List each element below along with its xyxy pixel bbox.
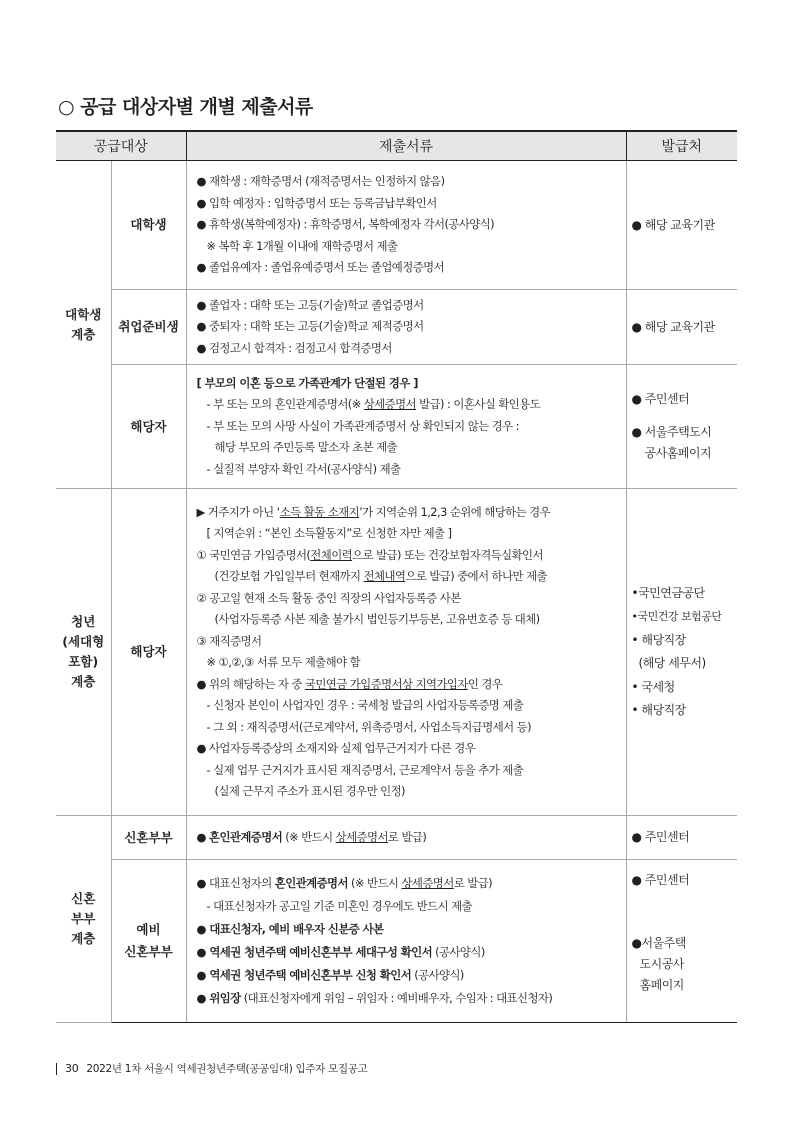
issuer-student: ● 해당 교육기관 [626,161,737,290]
table-row-univ-applicable [56,365,737,489]
table-row-newlywed-couple [56,816,737,860]
header-issuer: 발급처 [626,131,737,161]
docs-applicable: [ 부모의 이혼 등으로 가족관계가 단절된 경우 ] - 부 또는 모의 혼인관계증명서(※ 상세증명서 발급) : 이혼사실 확인용도 - 부 또는 모의 사망 사실이 가족관계증명서 상 확인되지 않는 경우 : 해당 부모의 주민등록 말소자 초본 제출 - 실질적 부양자 확인 각서(공사양식) 제출 [186,365,626,489]
group-univ: 대학생 계층 [56,161,111,489]
group-youth: 청년 (세대형 포함) 계층 [56,489,111,816]
subgroup-couple: 신혼부부 [111,816,186,860]
issuer-jobseeker: ● 해당 교육기관 [626,290,737,365]
header-target: 공급대상 [56,131,186,161]
issuer-applicable: ● 주민센터 ● 서울주택도시 공사홈페이지 [626,365,737,489]
subgroup-jobseeker: 취업준비생 [111,290,186,365]
footer-text: 2022년 1차 서울시 역세권청년주택(공공임대) 입주자 모집공고 [86,1063,368,1075]
table-row-youth [56,489,737,816]
issuer-youth: •국민연금공단 •국민건강 보험공단 • 해당직장 (해당 세무서) • 국세청 • 해당직장 [626,489,737,816]
subgroup-student: 대학생 [111,161,186,290]
section-title: ○ 공급 대상자별 개별 제출서류 [58,96,313,118]
table-row-univ-student [56,161,737,290]
group-newlywed: 신혼 부부 계층 [56,816,111,1023]
subgroup-youth-applicable: 해당자 [111,489,186,816]
docs-prospective: ● 대표신청자의 혼인관계증명서 (※ 반드시 상세증명서로 발급) - 대표신청자가 공고일 기준 미혼인 경우에도 반드시 제출 ● 대표신청자, 예비 배우자 신분증 사본 ● 역세권 청년주택 예비신혼부부 세대구성 확인서 (공사양식) ● 역세권 청년주택 예비신혼부부 신청 확인서 (공사양식) ● 위임장 (대표신청자에게 위임 – 위임자 : 예비배우자, 수임자 : 대표신청자) [186,860,626,1023]
docs-couple: ● 혼인관계증명서 (※ 반드시 상세증명서로 발급) [186,816,626,860]
documents-table [56,130,737,1023]
table-header-row [56,131,737,161]
footer-divider [56,1063,57,1075]
issuer-prospective: ● 주민센터 ●서울주택 도시공사 홈페이지 [626,860,737,1023]
table-row-newlywed-prospective [56,860,737,1023]
page-footer [56,1061,367,1076]
page-number: 30 [65,1062,79,1075]
header-documents: 제출서류 [186,131,626,161]
subgroup-prospective: 예비 신혼부부 [111,860,186,1023]
subgroup-applicable: 해당자 [111,365,186,489]
docs-jobseeker: ● 졸업자 : 대학 또는 고등(기술)학교 졸업증명서 ● 중퇴자 : 대학 또는 고등(기술)학교 제적증명서 ● 검정고시 합격자 : 검정고시 합격증명서 [186,290,626,365]
docs-youth: ▶ 거주지가 아닌 ‘소득 활동 소재지’가 지역순위 1,2,3 순위에 해당하는 경우 [ 지역순위 : “본인 소득활동지”로 신청한 자만 제출 ] ① 국민연금 가입증명서(전체이력으로 발급) 또는 건강보험자격득실확인서 (건강보험 가입일부터 현재까지 전체내역으로 발급) 중에서 하나만 제출 ② 공고일 현재 소득 활동 중인 직장의 사업자등록증 사본 (사업자등록증 사본 제출 불가시 법인등기부등본, 고유번호증 등 대체) ③ 재직증명서 ※ ①,②,③ 서류 모두 제출해야 함 ● 위의 해당하는 자 중 국민연금 가입증명서상 지역가입자인 경우 - 신청자 본인이 사업자인 경우 : 국세청 발급의 사업자등록증명 제출 - 그 외 : 재직증명서(근로계약서, 위촉증명서, 사업소득지급명세서 등) ● 사업자등록증상의 소재지와 실제 업무근거지가 다른 경우 - 실제 업무 근거지가 표시된 재직증명서, 근로계약서 등을 추가 제출 (실제 근무지 주소가 표시된 경우만 인정) [186,489,626,816]
docs-student: ● 재학생 : 재학증명서 (재적증명서는 인정하지 않음) ● 입학 예정자 : 입학증명서 또는 등록금납부확인서 ● 휴학생(복학예정자) : 휴학증명서, 복학예정자 각서(공사양식) ※ 복학 후 1개월 이내에 재학증명서 제출 ● 졸업유예자 : 졸업유예증명서 또는 졸업예정증명서 [186,161,626,290]
issuer-couple: ● 주민센터 [626,816,737,860]
table-row-univ-jobseeker [56,290,737,365]
